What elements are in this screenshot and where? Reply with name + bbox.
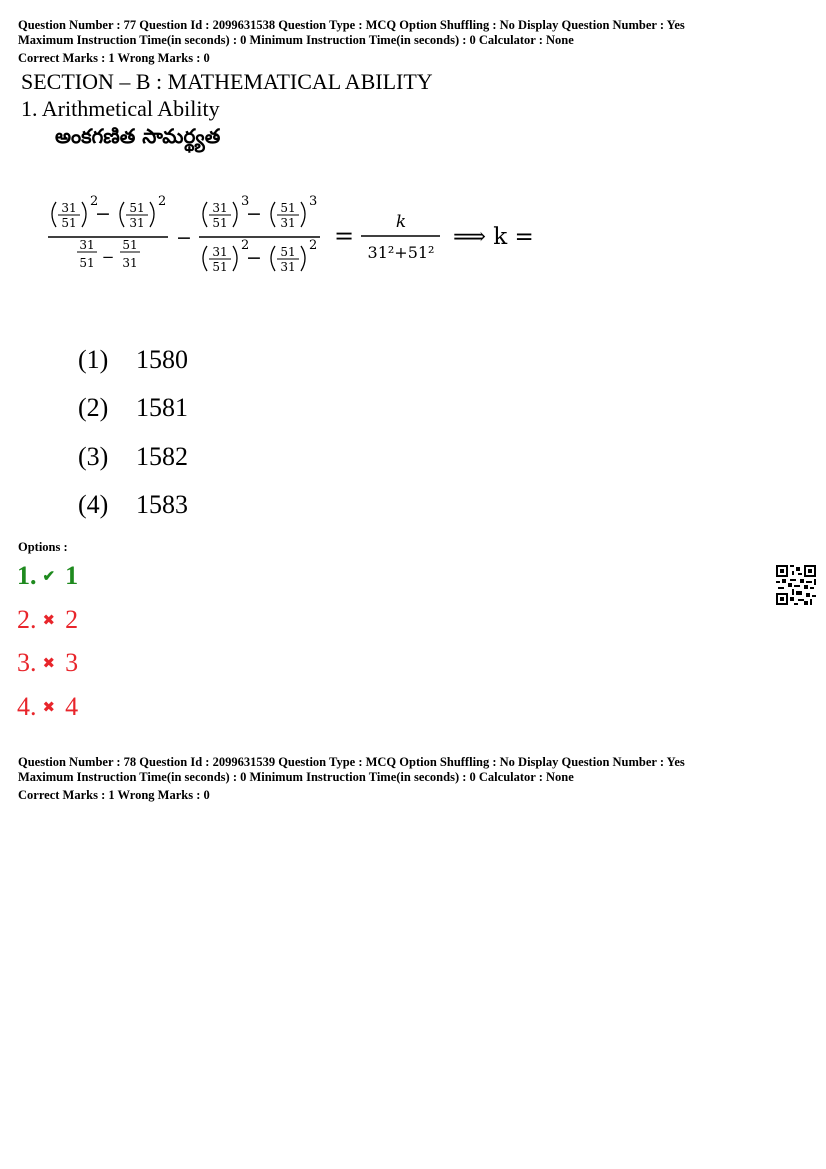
formula-k: k <box>395 212 407 232</box>
section-title: SECTION – B : MATHEMATICAL ABILITY <box>21 69 433 94</box>
choice-value: 1581 <box>136 393 188 422</box>
check-icon: ✔ <box>42 569 56 585</box>
formula-n51: 51 <box>212 216 228 230</box>
formula-n51: 51 <box>122 238 138 252</box>
formula-n31: 31 <box>212 201 228 215</box>
answer-value: 4 <box>65 692 79 721</box>
choice-label: (2) <box>78 393 109 422</box>
qr-code-icon <box>776 565 816 610</box>
choice-1 <box>78 345 188 375</box>
q77-meta-line-1: Question Number : 77 Question Id : 2099631538 Question Type : MCQ Option Shuffling : No Display Question Number : Yes <box>18 18 685 32</box>
formula-equals: = <box>333 222 355 250</box>
formula-exp2: 2 <box>241 238 250 253</box>
cross-icon: ✖ <box>42 656 56 672</box>
q78-meta-line-3: Correct Marks : 1 Wrong Marks : 0 <box>18 788 210 802</box>
choice-label: (3) <box>78 442 109 471</box>
answer-option-2 <box>17 605 78 635</box>
choice-4 <box>78 490 188 520</box>
formula-n31: 31 <box>79 238 95 252</box>
q77-meta-line-2: Maximum Instruction Time(in seconds) : 0 Minimum Instruction Time(in seconds) : 0 Calculator : None <box>18 33 574 47</box>
formula-exp3: 3 <box>309 194 318 209</box>
formula-n51: 51 <box>79 256 95 270</box>
answer-value: 3 <box>65 648 79 677</box>
choice-label: (1) <box>78 345 109 374</box>
answer-value: 2 <box>65 605 79 634</box>
formula-minus: − <box>101 248 115 266</box>
choice-2 <box>78 393 188 423</box>
answer-value: 1 <box>65 561 79 590</box>
question-formula <box>44 190 564 290</box>
answer-number: 1. <box>17 561 37 590</box>
answer-option-3 <box>17 648 78 678</box>
choice-label: (4) <box>78 490 109 519</box>
answer-option-1 <box>17 561 78 591</box>
formula-exp2: 2 <box>158 194 167 209</box>
formula-n31: 31 <box>280 216 296 230</box>
formula-n51: 51 <box>212 260 228 274</box>
formula-implies: ⟹ k = <box>453 224 534 250</box>
formula-n31: 31 <box>280 260 296 274</box>
formula-n51: 51 <box>129 201 145 215</box>
q78-meta-line-2: Maximum Instruction Time(in seconds) : 0 Minimum Instruction Time(in seconds) : 0 Calculator : None <box>18 770 574 784</box>
formula-n51: 51 <box>280 245 296 259</box>
formula-exp3: 3 <box>241 194 250 209</box>
formula-n31: 31 <box>122 256 138 270</box>
formula-minus: − <box>246 203 262 225</box>
formula-n51: 51 <box>280 201 296 215</box>
formula-n51: 51 <box>61 216 77 230</box>
formula-minus: − <box>176 227 192 249</box>
formula-denominator: 31²+51² <box>367 243 435 262</box>
q77-meta-line-3: Correct Marks : 1 Wrong Marks : 0 <box>18 51 210 65</box>
choice-value: 1580 <box>136 345 188 374</box>
subsection-title: 1. Arithmetical Ability <box>21 96 220 121</box>
formula-n31: 31 <box>61 201 77 215</box>
answer-option-4 <box>17 692 78 722</box>
formula-exp2: 2 <box>309 238 318 253</box>
formula-svg <box>44 190 564 285</box>
cross-icon: ✖ <box>42 700 56 716</box>
formula-exp2: 2 <box>90 194 99 209</box>
formula-n31: 31 <box>212 245 228 259</box>
choice-3 <box>78 442 188 472</box>
formula-minus: − <box>95 203 111 225</box>
formula-n31: 31 <box>129 216 145 230</box>
choice-value: 1582 <box>136 442 188 471</box>
choice-value: 1583 <box>136 490 188 519</box>
formula-minus: − <box>246 247 262 269</box>
options-label: Options : <box>18 540 68 554</box>
answer-number: 3. <box>17 648 37 677</box>
subsection-telugu-title: అంకగణిత సామర్థ్యత <box>55 124 221 148</box>
answer-number: 4. <box>17 692 37 721</box>
answer-number: 2. <box>17 605 37 634</box>
q78-meta-line-1: Question Number : 78 Question Id : 2099631539 Question Type : MCQ Option Shuffling : No Display Question Number : Yes <box>18 755 685 769</box>
cross-icon: ✖ <box>42 613 56 629</box>
